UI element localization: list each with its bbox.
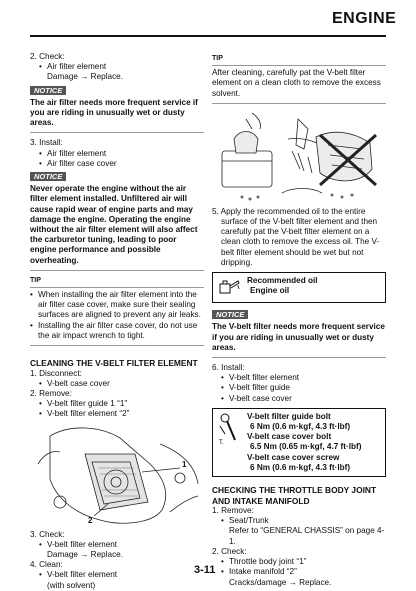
r2-item: • Throttle body joint “1”: [212, 557, 386, 567]
step6-title: 6. Install:: [212, 363, 245, 373]
recommended-oil-box: [212, 272, 386, 303]
header-rule: [30, 35, 386, 37]
s1-item: • V-belt case cover: [30, 379, 204, 389]
divider: [212, 357, 386, 358]
notice-label: NOTICE: [30, 86, 66, 95]
s3-title: 3. Check:: [30, 529, 65, 539]
svg-text:T.: T.: [219, 439, 224, 446]
step2-item: • Air filter element: [30, 62, 204, 72]
section-title: CLEANING THE V-BELT FILTER ELEMENT: [30, 358, 198, 369]
s2-title: 2. Remove:: [30, 388, 72, 398]
cleaning-illustration: [212, 109, 386, 205]
notice-text: Never operate the engine without the air filter element installed. Unfiltered air will cause rapid wear of engine parts and may damage the engine. Operating the engine without the air filter element will also affect the carburetor tuning, leading to poor engine performance and possible overheating.: [30, 184, 198, 265]
s4-title: 4. Clean:: [30, 560, 63, 570]
step3-item: • Air filter element: [30, 149, 204, 159]
tip-item: • Installing the air filter case cover, do not use the air impact wrench to tight.: [30, 321, 204, 341]
torque-spec-box: [212, 408, 386, 477]
s3-action: Damage → Replace.: [47, 550, 123, 559]
step6-item: • V-belt filter element: [212, 373, 386, 383]
oil-box-title: Recommended oil: [247, 276, 318, 286]
r2-action: Cracks/damage → Replace.: [229, 577, 332, 587]
torque-line: V-belt case cover bolt: [247, 432, 332, 442]
divider: [212, 103, 386, 104]
callout-1: 1: [182, 459, 187, 469]
s2-item: • V-belt filter guide 1 “1”: [30, 399, 204, 409]
notice-label: NOTICE: [30, 172, 66, 181]
notice-label: NOTICE: [212, 310, 248, 319]
r1-title: 1. Remove:: [212, 506, 254, 516]
torque-line: 6 Nm (0.6 m·kgf, 4.3 ft·lbf): [250, 462, 351, 472]
s4-item: • V-belt filter element: [30, 570, 204, 580]
filter-cleaning-drawing: [212, 109, 386, 205]
r1-ref: Refer to “GENERAL CHASSIS” on page 4-1.: [229, 526, 385, 546]
step6-item: • V-belt case cover: [212, 394, 386, 404]
notice-text: The V-belt filter needs more frequent service if you are riding in unusually wet or dusty areas.: [212, 322, 385, 352]
s3-item: • V-belt filter element: [30, 540, 204, 550]
s2-item: • V-belt filter element “2”: [30, 409, 204, 419]
torque-line: V-belt case cover screw: [247, 452, 340, 462]
step3-item: • Air filter case cover: [30, 159, 204, 169]
torque-line: V-belt filter guide bolt: [247, 411, 331, 421]
tip-label: TIP: [212, 55, 223, 62]
step3-title: 3. Install:: [30, 138, 63, 148]
step5-text: 5. Apply the recommended oil to the entire surface of the V-belt filter element and then carefully pat the V-belt filter element on a clean cloth to remove the excess oil. The V-belt filter element should be wet but not dripping.: [212, 206, 380, 267]
r1-item: • Seat/Trunk: [212, 516, 386, 526]
v-belt-case-drawing: [30, 424, 204, 528]
oil-can-icon: [217, 276, 243, 299]
right-column: [212, 52, 386, 588]
tip-label: TIP: [30, 276, 41, 284]
step2-title: 2. Check:: [30, 52, 65, 61]
v-belt-filter-illustration: [30, 424, 204, 528]
r2-item: • Intake manifold “2”: [212, 567, 386, 577]
left-column: [30, 52, 204, 591]
page-header-title: ENGINE: [332, 10, 397, 27]
notice-text: The air filter needs more frequent service if you are riding in unusually wet or dusty areas.: [30, 97, 198, 128]
s4-note: (with solvent): [47, 580, 96, 590]
torque-line: 6.5 Nm (0.65 m·kgf, 4.7 ft·lbf): [250, 442, 362, 452]
page-number: 3-11: [194, 564, 216, 576]
torque-wrench-icon: [217, 412, 243, 449]
r2-title: 2. Check:: [212, 546, 247, 556]
oil-box-value: Engine oil: [250, 286, 290, 296]
s1-title: 1. Disconnect:: [30, 368, 82, 378]
tip-text: After cleaning, carefully pat the V-belt filter element on a clean cloth to remove the excess solvent.: [212, 68, 381, 98]
tip-rule: [212, 65, 386, 66]
tip-rule: [30, 287, 204, 288]
torque-line: 6 Nm (0.6 m·kgf, 4.3 ft·lbf): [250, 422, 351, 432]
callout-2: 2: [88, 515, 93, 525]
tip-item: • When installing the air filter element into the air filter case cover, make sure their sealing surfaces are aligned to prevent any air leaks.: [30, 290, 204, 321]
step2-action: Damage → Replace.: [47, 72, 123, 82]
section-title: CHECKING THE THROTTLE BODY JOINT AND INTAKE MANIFOLD: [212, 485, 377, 506]
step6-item: • V-belt filter guide: [212, 383, 386, 393]
divider: [30, 132, 204, 133]
divider: [30, 270, 204, 271]
divider: [30, 345, 204, 346]
